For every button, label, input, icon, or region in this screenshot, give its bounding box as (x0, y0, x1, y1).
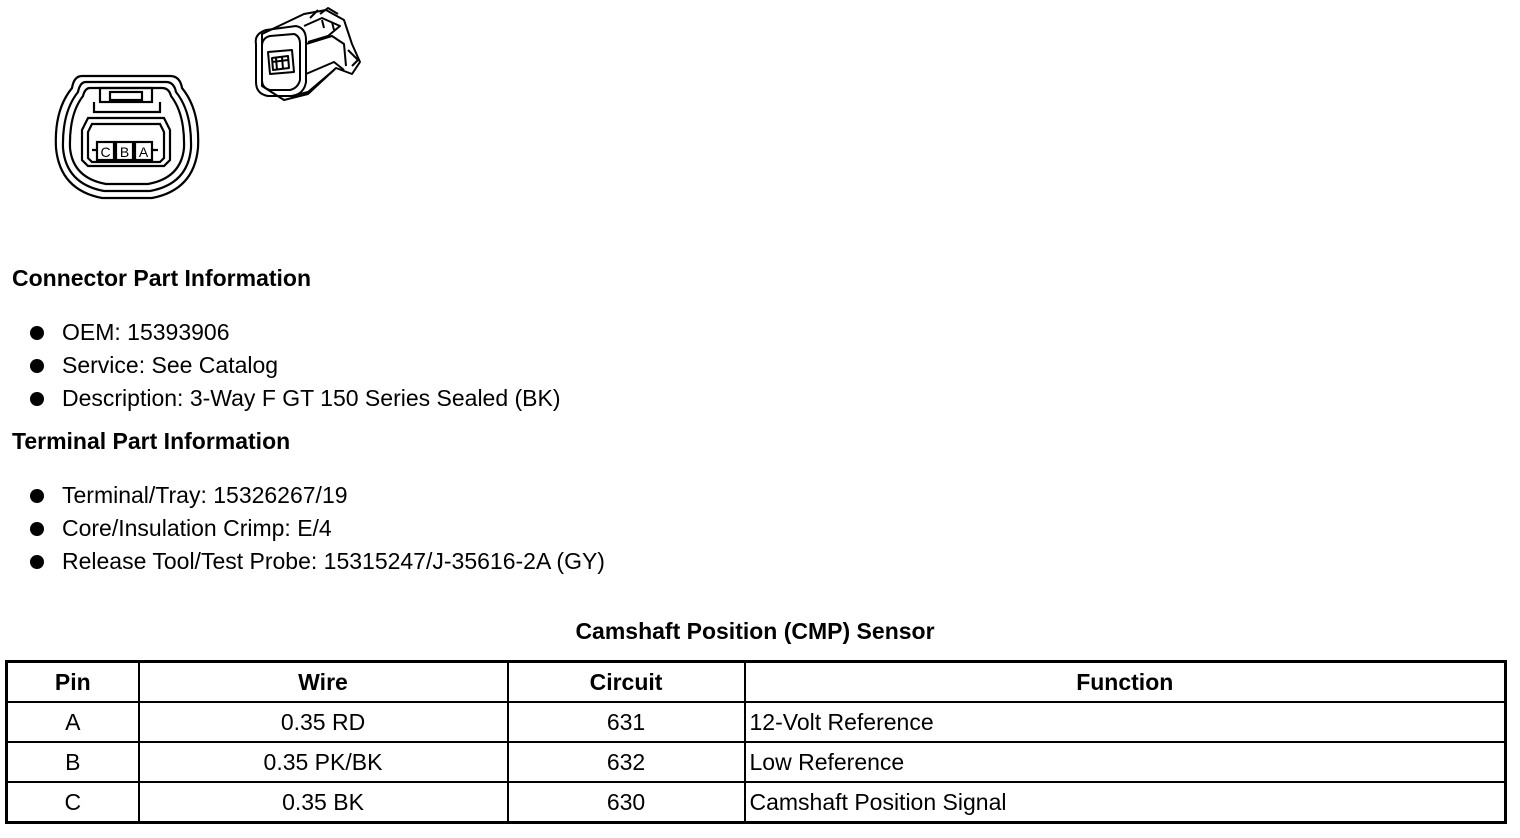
bullet-icon (30, 489, 44, 503)
pin-label-b: B (119, 144, 130, 160)
bullet-icon (30, 555, 44, 569)
bullet-icon (30, 392, 44, 406)
column-header-function: Function (745, 662, 1506, 703)
column-header-pin: Pin (7, 662, 139, 703)
column-header-circuit: Circuit (508, 662, 745, 703)
core-insulation-crimp: Core/Insulation Crimp: E/4 (62, 515, 332, 541)
terminal-part-info-heading: Terminal Part Information (12, 428, 291, 454)
connector-part-info-list (28, 316, 561, 415)
function-cell: 12-Volt Reference (745, 702, 1506, 742)
release-tool-test-probe: Release Tool/Test Probe: 15315247/J-35616-2A (GY) (62, 548, 605, 574)
function-cell: Camshaft Position Signal (745, 782, 1506, 823)
terminal-part-info-list (28, 479, 605, 578)
circuit-cell: 630 (508, 782, 745, 823)
wire-cell: 0.35 BK (139, 782, 508, 823)
connector-part-info-heading: Connector Part Information (12, 265, 312, 291)
table-row (7, 782, 1506, 823)
pin-cell: C (7, 782, 139, 823)
list-item (28, 479, 605, 512)
pinout-table (5, 660, 1507, 824)
table-title: Camshaft Position (CMP) Sensor (575, 618, 935, 644)
bullet-icon (30, 326, 44, 340)
pin-label-c: C (100, 144, 111, 160)
connector-front-view-illustration (52, 70, 202, 205)
table-header-row (7, 662, 1506, 703)
list-item (28, 512, 605, 545)
bullet-icon (30, 522, 44, 536)
wire-cell: 0.35 PK/BK (139, 742, 508, 782)
circuit-cell: 631 (508, 702, 745, 742)
list-item (28, 382, 561, 415)
bullet-icon (30, 359, 44, 373)
list-item (28, 349, 561, 382)
pin-cell: B (7, 742, 139, 782)
table-row (7, 742, 1506, 782)
table-row (7, 702, 1506, 742)
terminal-tray: Terminal/Tray: 15326267/19 (62, 482, 348, 508)
list-item (28, 316, 561, 349)
connector-description: Description: 3-Way F GT 150 Series Sealed (BK) (62, 385, 561, 411)
pin-cell: A (7, 702, 139, 742)
service-part-number: Service: See Catalog (62, 352, 279, 378)
oem-part-number: OEM: 15393906 (62, 319, 230, 345)
function-cell: Low Reference (745, 742, 1506, 782)
pin-label-a: A (138, 144, 149, 160)
column-header-wire: Wire (139, 662, 508, 703)
wire-cell: 0.35 RD (139, 702, 508, 742)
circuit-cell: 632 (508, 742, 745, 782)
connector-isometric-illustration (248, 4, 366, 106)
list-item (28, 545, 605, 578)
